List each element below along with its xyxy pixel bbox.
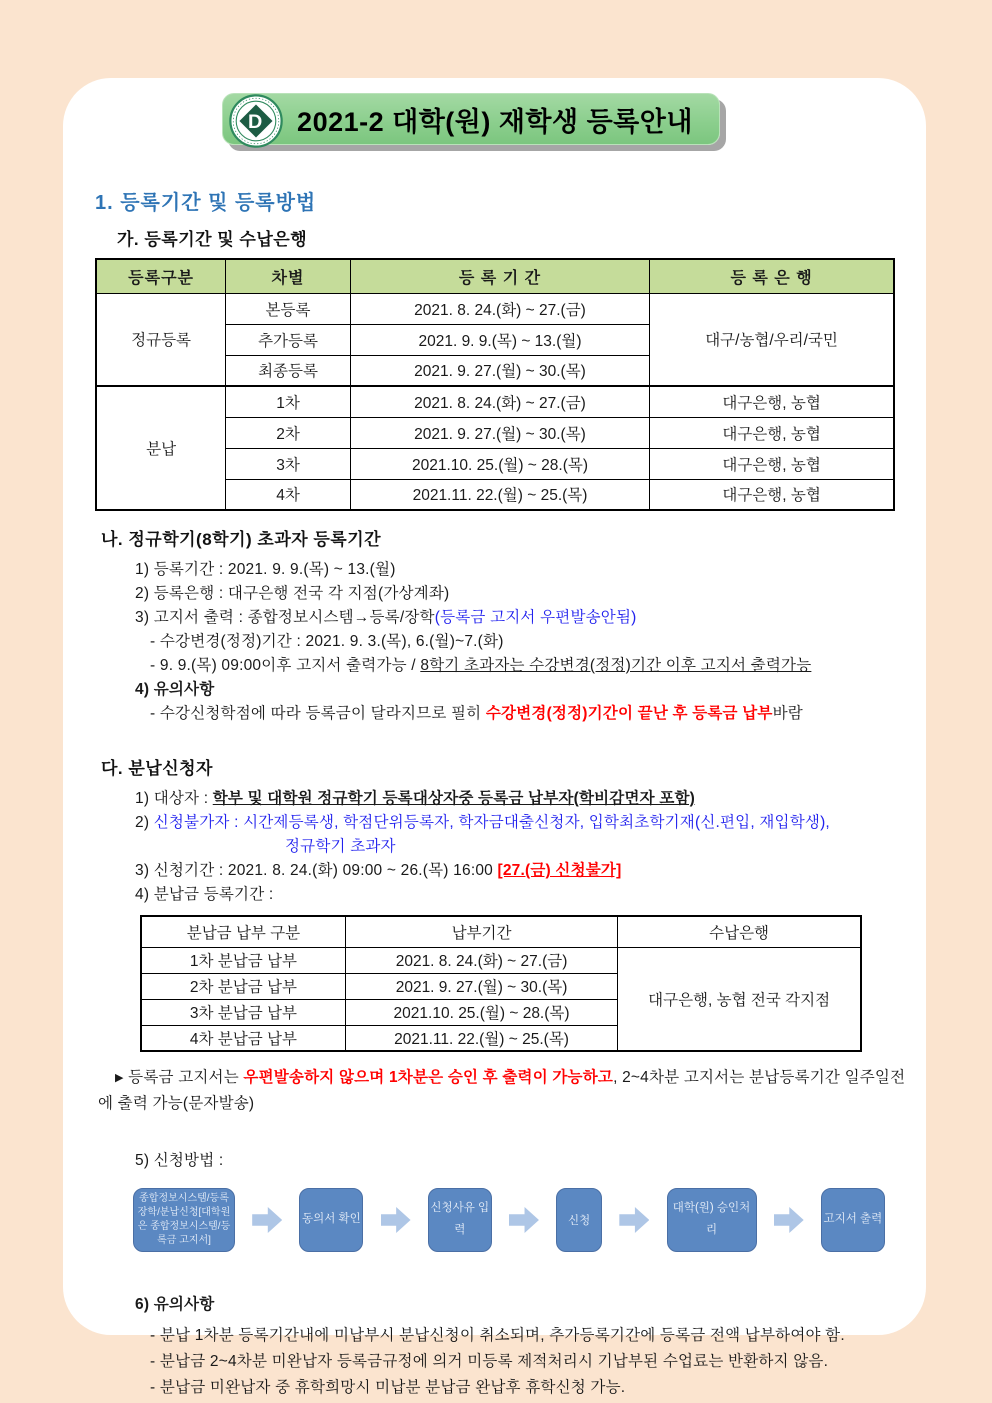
caution-note: - 분납금 미완납자 중 휴학희망시 미납분 분납금 완납후 휴학신청 가능.: [150, 1379, 626, 1396]
flow-step-approval: 대학(원) 승인처리: [667, 1188, 757, 1252]
flow-step-reason-input: 신청사유 입력: [428, 1188, 492, 1252]
sub-c-item-3-red-warning: [27.(금) 신청불가]: [497, 862, 622, 879]
installment-period: 2021.10. 25.(월) ~ 28.(목): [345, 999, 617, 1025]
table-header-row: [141, 916, 861, 947]
notice-text-1: 등록금 고지서는: [123, 1069, 244, 1086]
flow-step-consent-check: 동의서 확인: [299, 1188, 363, 1252]
sub-c-item-2-blue-text: 신청불가자 : 시간제등록생, 학점단위등록자, 학자금대출신청자, 입학최초학기재(신.편입, 재입학생),: [153, 814, 830, 831]
bill-notice-paragraph: [98, 1065, 910, 1117]
sub-c-item-3: [135, 859, 896, 883]
period-cell: 2021. 8. 24.(화) ~ 27.(금): [350, 386, 649, 417]
flow-step-apply: 신청: [556, 1188, 602, 1252]
sub-c-item-3-text: 3) 신청기간 : 2021. 8. 24.(화) 09:00 ~ 26.(목) 16:00: [135, 862, 498, 879]
installment-period: 2021. 9. 27.(월) ~ 30.(목): [345, 973, 617, 999]
period-cell: 2021.11. 22.(월) ~ 25.(목): [350, 479, 649, 510]
col-header-receiving-bank: 수납은행: [618, 916, 861, 947]
installment-label: 4차 분납금 납부: [141, 1025, 345, 1051]
sub-b-dash-2-text: - 9. 9.(목) 09:00이후 고지서 출력가능 /: [150, 657, 421, 674]
sub-b-item-3-dash-2: [150, 654, 896, 678]
installment-period: 2021.11. 22.(월) ~ 25.(목): [345, 1025, 617, 1051]
installment-label: 3차 분납금 납부: [141, 999, 345, 1025]
col-header-payment-period: 납부기간: [345, 916, 617, 947]
sub-c-item-1-target: 학부 및 대학원 정규학기 등록대상자중 등록금 납부자(학비감면자 포함): [212, 790, 696, 807]
right-arrow-icon: [774, 1207, 804, 1233]
sub-b-item-4-dash: [150, 702, 896, 726]
document-panel: [63, 78, 926, 1396]
right-arrow-icon: [509, 1207, 539, 1233]
right-arrow-icon: [619, 1207, 649, 1233]
col-header-bank: 등 록 은 행: [650, 259, 894, 293]
caution-note: - 분납금 2~4차분 미완납자 등록금규정에 의거 미등록 제적처리시 기납부된 수업료는 반환하지 않음.: [150, 1353, 829, 1370]
sub-c-item-6: 6) 유의사항: [135, 1296, 215, 1313]
col-header-period: 등 록 기 간: [350, 259, 649, 293]
round-cell: 최종등록: [226, 355, 351, 386]
sub-a-heading: 가. 등록기간 및 수납은행: [117, 230, 308, 249]
bank-cell: 대구은행, 농협: [650, 417, 894, 448]
application-flowchart: [133, 1187, 885, 1253]
category-regular: 정규등록: [96, 293, 226, 386]
sub-b-heading: 나. 정규학기(8학기) 초과자 등록기간: [101, 530, 382, 549]
sub-b-item-3-blue-note: (등록금 고지서 우편발송안됨): [434, 609, 637, 626]
round-cell: 추가등록: [226, 324, 351, 355]
sub-c-item-2-label: 2): [135, 814, 154, 831]
round-cell: 본등록: [226, 293, 351, 324]
col-header-round: 차별: [226, 259, 351, 293]
flow-step-system-menu: 종합정보시스템/등록장학/분납신청[대학원은 종합정보시스템/등록금 고지서]: [133, 1188, 235, 1252]
sub-b-item-3-dash-1: - 수강변경(정정)기간 : 2021. 9. 3.(목), 6.(월)~7.(화): [150, 633, 504, 650]
bank-cell: 대구은행, 농협: [650, 479, 894, 510]
period-cell: 2021. 9. 27.(월) ~ 30.(목): [350, 417, 649, 448]
bank-cell: 대구은행, 농협: [650, 386, 894, 417]
right-arrow-icon: [252, 1207, 282, 1233]
installment-payment-table: [140, 915, 862, 1052]
logo-letter: D: [247, 111, 263, 134]
round-cell: 1차: [226, 386, 351, 417]
sub-c-item-4: 4) 분납금 등록기간 :: [135, 886, 274, 903]
sub-c-item-5: 5) 신청방법 :: [135, 1152, 224, 1169]
university-logo-icon: [229, 94, 283, 148]
period-cell: 2021. 9. 9.(목) ~ 13.(월): [350, 324, 649, 355]
table-header-row: [96, 259, 894, 293]
period-cell: 2021. 9. 27.(월) ~ 30.(목): [350, 355, 649, 386]
round-cell: 4차: [226, 479, 351, 510]
installment-bank: 대구은행, 농협 전국 각지점: [618, 947, 861, 1051]
flow-step-bill-print: 고지서 출력: [821, 1188, 885, 1252]
sub-b-dash-2-underline: 8학기 초과자는 수강변경(정정)기간 이후 고지서 출력가능: [420, 657, 812, 674]
title-banner-box: [222, 93, 720, 145]
period-cell: 2021. 8. 24.(화) ~ 27.(금): [350, 293, 649, 324]
sub-c-item-2: [135, 811, 896, 835]
sub-c-item-1: [135, 787, 896, 811]
registration-period-table: [95, 258, 895, 511]
sub-b-item-4: 4) 유의사항: [135, 681, 215, 698]
sub-b-item-4-tail: 바람: [772, 705, 803, 722]
round-cell: 2차: [226, 417, 351, 448]
page-title: 2021-2 대학(원) 재학생 등록안내: [297, 106, 693, 137]
title-banner: [222, 93, 722, 149]
period-cell: 2021.10. 25.(월) ~ 28.(목): [350, 448, 649, 479]
table-row: [96, 293, 894, 324]
col-header-category: 등록구분: [96, 259, 226, 293]
round-cell: 3차: [226, 448, 351, 479]
bank-cell-regular: 대구/농협/우리/국민: [650, 293, 894, 386]
installment-label: 2차 분납금 납부: [141, 973, 345, 999]
sub-b-item-4-text: - 수강신청학점에 따라 등록금이 달라지므로 필히: [150, 705, 486, 722]
notice-text-2: , 2~4차분 고지서는 분납등록기간 일주일전에 출력 가능(문자발송): [98, 1069, 906, 1112]
section-1-heading: 1. 등록기간 및 등록방법: [95, 192, 317, 214]
sub-c-heading: 다. 분납신청자: [101, 759, 213, 778]
installment-label: 1차 분납금 납부: [141, 947, 345, 973]
sub-c-item-1-label: 1) 대상자 :: [135, 790, 213, 807]
notice-red-warning: 우편발송하지 않으며 1차분은 승인 후 출력이 가능하고: [243, 1069, 614, 1086]
triangle-bullet-icon: ▶: [115, 1072, 124, 1084]
caution-note: - 분납 1차분 등록기간내에 미납부시 분납신청이 취소되며, 추가등록기간에 등록금 전액 납부하여야 함.: [150, 1327, 845, 1344]
col-header-installment-type: 분납금 납부 구분: [141, 916, 345, 947]
sub-b-item-2: 2) 등록은행 : 대구은행 전국 각 지점(가상계좌): [135, 585, 450, 602]
table-row: [96, 386, 894, 417]
table-row: [141, 947, 861, 973]
right-arrow-icon: [381, 1207, 411, 1233]
sub-b-item-4-red-warning: 수강변경(정정)기간이 끝난 후 등록금 납부: [485, 705, 773, 722]
bank-cell: 대구은행, 농협: [650, 448, 894, 479]
sub-c-item-2-continuation: 정규학기 초과자: [285, 838, 396, 855]
sub-b-item-3-text: 3) 고지서 출력 : 종합정보시스템→등록/장학: [135, 609, 435, 626]
sub-b-item-1: 1) 등록기간 : 2021. 9. 9.(목) ~ 13.(월): [135, 561, 396, 578]
sub-b-item-3: [135, 606, 896, 630]
installment-period: 2021. 8. 24.(화) ~ 27.(금): [345, 947, 617, 973]
category-installment: 분납: [96, 386, 226, 510]
